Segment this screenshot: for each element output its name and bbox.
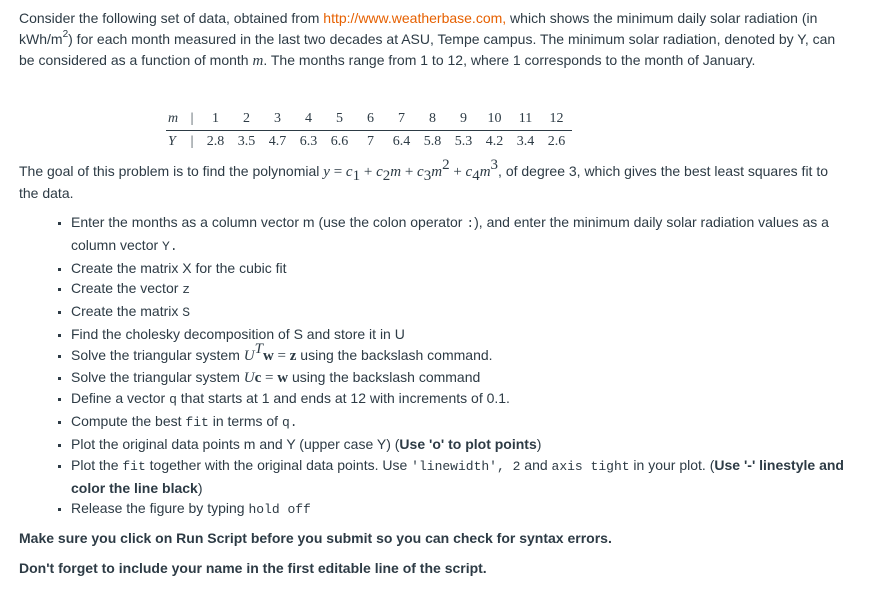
list-item bbox=[71, 367, 861, 389]
intro-text-1: Consider the following set of data, obtained from bbox=[19, 10, 324, 26]
step-text: in terms of bbox=[208, 413, 282, 430]
goal-paragraph bbox=[19, 157, 839, 204]
step-text: Find the cholesky decomposition of S and store it in U bbox=[71, 325, 405, 342]
intro-text-4: . The months range from 1 to 12, where 1 corresponds to the month of January. bbox=[263, 52, 756, 68]
eq-plus: + bbox=[401, 164, 418, 180]
step-text: Solve the triangular system bbox=[71, 368, 244, 385]
table-cell-month: 3 bbox=[262, 108, 293, 131]
math-w: w bbox=[277, 369, 289, 386]
list-item bbox=[71, 212, 861, 258]
step-code: : bbox=[466, 216, 475, 231]
table-cell-month: 9 bbox=[448, 108, 479, 131]
eq-y: y bbox=[323, 164, 330, 180]
table-separator: | bbox=[184, 108, 200, 131]
eq-equals: = bbox=[329, 164, 346, 180]
list-item bbox=[71, 278, 861, 301]
table-separator: | bbox=[190, 134, 194, 149]
table-cell-value: 4.7 bbox=[268, 134, 287, 149]
step-text: Enter the months as a column vector m (use the colon operator bbox=[71, 214, 467, 230]
step-code: 'linewidth', 2 bbox=[411, 458, 521, 474]
table-cell-value: 4.2 bbox=[485, 134, 504, 149]
step-text: ), and enter the minimum daily solar radiation values as a column vector bbox=[71, 214, 829, 253]
intro-unit-exponent: 2 bbox=[62, 29, 69, 41]
math-w: w bbox=[262, 347, 274, 364]
step-text: ) bbox=[197, 479, 203, 496]
weatherbase-link[interactable]: http://www.weatherbase.com, bbox=[323, 10, 507, 26]
step-code: fit bbox=[122, 458, 146, 474]
step-text: Plot the original data points m and Y (upper case Y) ( bbox=[71, 435, 400, 452]
table-cell-value: 6.3 bbox=[299, 134, 318, 149]
table-cell-month: 5 bbox=[324, 108, 355, 131]
list-item bbox=[71, 411, 861, 434]
step-code: fit bbox=[185, 415, 209, 431]
step-text: Define a vector bbox=[71, 390, 170, 407]
intro-text-2: which shows the minimum daily solar radiation (in kWh/m bbox=[19, 10, 818, 47]
list-item bbox=[71, 301, 861, 324]
eq-m: m bbox=[390, 164, 402, 180]
step-text: ) bbox=[536, 435, 542, 452]
table-cell-value: 7 bbox=[367, 134, 374, 149]
step-text: Release the figure by typing bbox=[71, 500, 249, 517]
step-code: q. bbox=[281, 415, 298, 431]
table-row-values bbox=[166, 131, 572, 154]
eq-c3: c bbox=[417, 164, 424, 180]
table-row-months bbox=[166, 108, 572, 131]
table-cell-value: 3.5 bbox=[237, 134, 256, 149]
math-U: U bbox=[243, 347, 255, 364]
table-cell-value: 5.3 bbox=[454, 134, 473, 149]
step-text: Compute the best bbox=[71, 413, 186, 430]
list-item bbox=[71, 388, 861, 411]
table-label-m: m bbox=[166, 108, 184, 131]
step-bold-text: Use '-' linestyle and color the line black bbox=[71, 456, 844, 496]
step-text: that starts at 1 and ends at 12 with increments of 0.1. bbox=[176, 390, 510, 407]
eq-c4: c bbox=[465, 164, 473, 180]
table-cell-value: 3.4 bbox=[516, 134, 535, 149]
step-code: z bbox=[182, 282, 191, 298]
eq-power3: 3 bbox=[490, 157, 499, 174]
eq-plus: + bbox=[449, 164, 466, 180]
eq-m: m bbox=[479, 164, 491, 180]
step-text: and bbox=[520, 456, 552, 473]
step-bold-text: Use 'o' to plot points bbox=[399, 435, 537, 452]
step-code: q bbox=[169, 392, 177, 408]
math-equals: = bbox=[261, 369, 278, 386]
list-item bbox=[71, 341, 861, 367]
list-item bbox=[71, 434, 861, 455]
run-script-notice: Make sure you click on Run Script before you submit so you can check for syntax errors. bbox=[19, 530, 612, 546]
math-c: c bbox=[254, 369, 262, 386]
eq-c2: c bbox=[376, 164, 383, 180]
intro-variable-m: m bbox=[252, 53, 264, 69]
step-code: Y. bbox=[162, 238, 178, 254]
eq-plus: + bbox=[360, 164, 377, 180]
instructions-list bbox=[52, 212, 861, 521]
step-text: using the backslash command. bbox=[296, 346, 493, 363]
table-cell-month: 2 bbox=[231, 108, 262, 131]
table-label-y: Y bbox=[168, 134, 176, 149]
table-cell-month: 6 bbox=[355, 108, 386, 131]
step-text: Create the vector bbox=[71, 280, 183, 297]
eq-sub1: 1 bbox=[352, 167, 361, 184]
list-item bbox=[71, 455, 861, 499]
table-cell-month: 10 bbox=[479, 108, 510, 131]
eq-sub3: 3 bbox=[423, 167, 432, 184]
eq-c1: c bbox=[345, 164, 353, 180]
step-text: using the backslash command bbox=[288, 368, 481, 385]
table-cell-month: 1 bbox=[200, 108, 231, 131]
eq-m: m bbox=[431, 164, 443, 180]
step-code: hold off bbox=[248, 502, 311, 518]
math-U: U bbox=[243, 369, 255, 386]
list-item bbox=[71, 258, 861, 279]
step-code: S bbox=[182, 305, 191, 321]
goal-text-1: The goal of this problem is to find the polynomial bbox=[19, 163, 324, 179]
table-cell-value: 2.8 bbox=[206, 134, 225, 149]
table-cell-value: 2.6 bbox=[547, 134, 566, 149]
table-cell-month: 8 bbox=[417, 108, 448, 131]
math-equals: = bbox=[273, 347, 290, 364]
step-text: in your plot. ( bbox=[629, 456, 715, 473]
goal-text-2: , of degree 3, which gives the best least squares fit to the data. bbox=[19, 163, 829, 201]
step-text: Create the matrix bbox=[71, 303, 183, 320]
name-reminder: Don't forget to include your name in the first editable line of the script. bbox=[19, 560, 487, 576]
polynomial-equation bbox=[323, 157, 499, 184]
step-text: together with the original data points. Use bbox=[145, 456, 412, 473]
table-cell-month: 7 bbox=[386, 108, 417, 131]
list-item bbox=[71, 498, 861, 521]
table-cell-month: 12 bbox=[541, 108, 572, 131]
table-cell-month: 4 bbox=[293, 108, 324, 131]
data-table bbox=[166, 108, 572, 153]
step-text: Create the matrix X for the cubic fit bbox=[71, 259, 287, 276]
table-cell-month: 11 bbox=[510, 108, 541, 131]
eq-sub4: 4 bbox=[472, 167, 480, 184]
math-z: z bbox=[289, 347, 297, 364]
intro-paragraph bbox=[19, 8, 849, 72]
eq-sub2: 2 bbox=[382, 167, 391, 184]
step-text: Solve the triangular system bbox=[71, 346, 244, 363]
math-T: T bbox=[254, 341, 263, 358]
table-cell-value: 6.6 bbox=[330, 134, 349, 149]
table-cell-value: 5.8 bbox=[423, 134, 442, 149]
step-code: axis tight bbox=[551, 458, 630, 474]
eq-power2: 2 bbox=[442, 157, 450, 174]
table-cell-value: 6.4 bbox=[392, 134, 411, 149]
list-item bbox=[71, 324, 861, 345]
step-text: Plot the bbox=[71, 456, 123, 473]
intro-text-3: ) for each month measured in the last two decades at ASU, Tempe campus. The minimum solar radiation, denoted by Y, can be considered as a function of month bbox=[19, 31, 836, 68]
